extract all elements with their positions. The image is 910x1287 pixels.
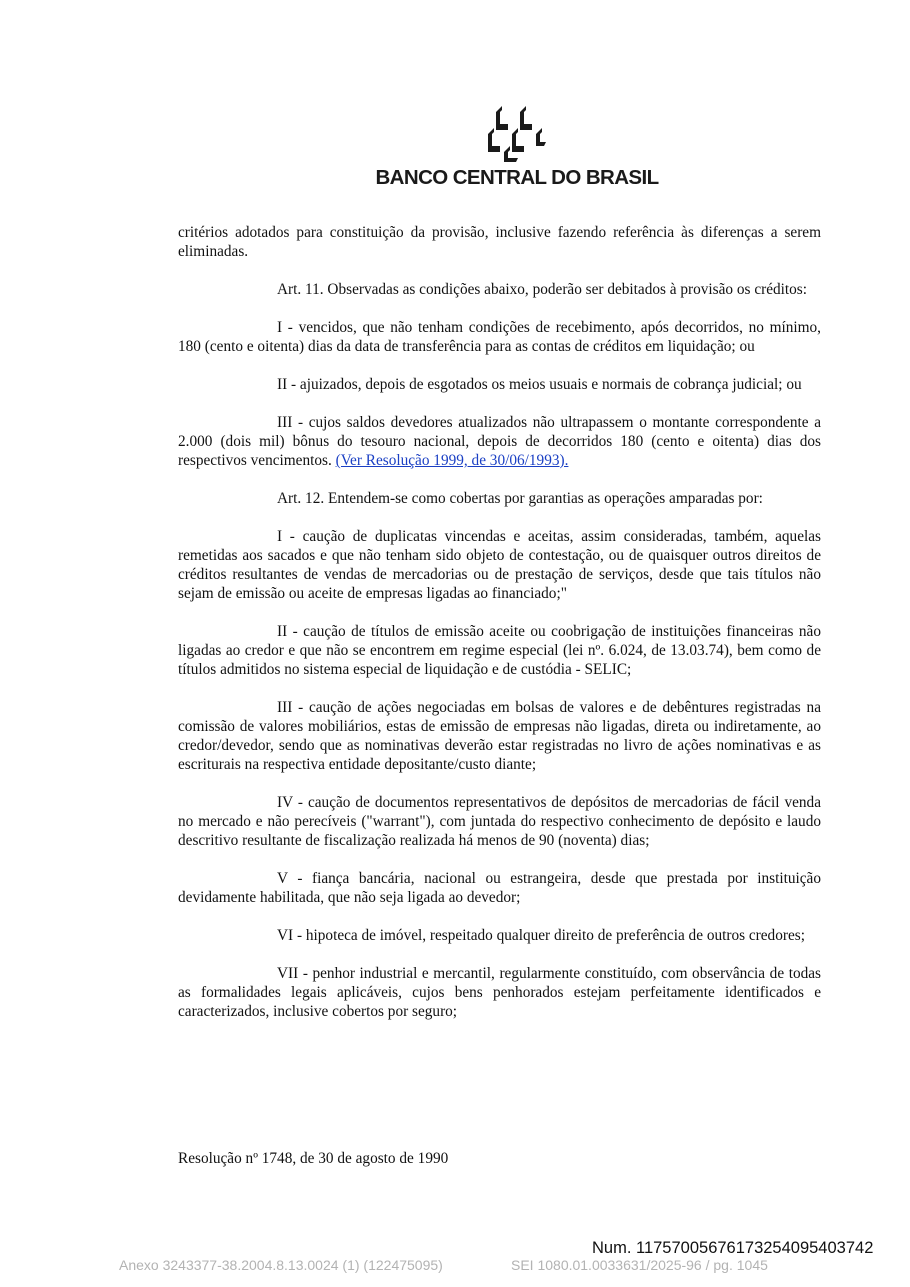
article-11: Art. 11. Observadas as condições abaixo, poderão ser debitados à provisão os créditos:: [277, 281, 807, 298]
article-12-item-iv: IV - caução de documentos representativos de depósitos de mercadorias de fácil venda no mercado e não perecíveis ("warrant"), com juntada do respectivo conhecimento de depósito e laudo descritivo resultante de fiscalização realizada há menos de 90 (noventa) dias;: [178, 794, 821, 849]
article-12-item-i: I - caução de duplicatas vincendas e aceitas, assim consideradas, também, aquelas remetidas aos sacados e que não tenham sido objeto de contestação, ou de quaisquer outros direitos de créditos resultantes de vendas de mercadorias ou de prestação de serviços, desde que tais títulos não sejam de emissão ou aceite de empresas ligadas ao financiado;": [178, 528, 821, 602]
article-12-item-vi: VI - hipoteca de imóvel, respeitado qualquer direito de preferência de outros credores;: [277, 927, 805, 944]
article-11-item-iii: [178, 413, 821, 470]
article-12-item-vii: VII - penhor industrial e mercantil, regularmente constituído, com observância de todas as formalidades legais aplicáveis, cujos bens penhorados estejam perfeitamente identificados e caracterizados, inclusive cobertos por seguro;: [178, 965, 821, 1020]
paragraph-continuation: critérios adotados para constituição da provisão, inclusive fazendo referência às diferenças a serem eliminadas.: [178, 224, 821, 260]
bcb-emblem-icon: [486, 104, 548, 162]
article-12-item-ii: II - caução de títulos de emissão aceite ou coobrigação de instituições financeiras não ligadas ao credor e que não se encontrem em regime especial (lei nº. 6.024, de 13.03.74), bem como de títulos admitidos no sistema especial de liquidação e de custódia - SELIC;: [178, 623, 821, 678]
document-body: [178, 223, 821, 1021]
article-11-item-iii-text: III - cujos saldos devedores atualizados não ultrapassem o montante correspondente a 2.000 (dois mil) bônus do tesouro nacional, depois de decorridos 180 (cento e oitenta) dias dos respectivos vencimentos.: [178, 414, 821, 469]
resolution-footer: Resolução nº 1748, de 30 de agosto de 1990: [178, 1150, 449, 1167]
resolution-1999-link[interactable]: (Ver Resolução 1999, de 30/06/1993).: [335, 452, 569, 469]
article-12-item-v: V - fiança bancária, nacional ou estrangeira, desde que prestada por instituição devidamente habilitada, que não seja ligada ao devedor;: [178, 870, 821, 906]
article-12-item-iii: III - caução de ações negociadas em bolsas de valores e de debêntures registradas na comissão de valores mobiliários, estas de emissão de empresas não ligadas, direta ou indiretamente, ao credor/devedor, sendo que as nominativas deverão estar registradas no livro de ações nominativas e as escriturais na respectiva entidade depositante/custo diante;: [178, 699, 821, 773]
institution-name: BANCO CENTRAL DO BRASIL: [375, 166, 659, 189]
sei-stamp: SEI 1080.01.0033631/2025-96 / pg. 1045: [511, 1257, 768, 1273]
article-11-item-ii: II - ajuizados, depois de esgotados os meios usuais e normais de cobrança judicial; ou: [277, 376, 802, 393]
article-12: Art. 12. Entendem-se como cobertas por garantias as operações amparadas por:: [277, 490, 763, 507]
article-11-item-i: I - vencidos, que não tenham condições de recebimento, após decorridos, no mínimo, 180 (cento e oitenta) dias da data de transferência para as contas de créditos em liquidação; ou: [178, 319, 821, 355]
annex-stamp: Anexo 3243377-38.2004.8.13.0024 (1) (122475095): [119, 1257, 443, 1273]
bcb-logo: [366, 104, 668, 190]
document-number: Num. 11757005676173254095403742: [592, 1239, 874, 1257]
